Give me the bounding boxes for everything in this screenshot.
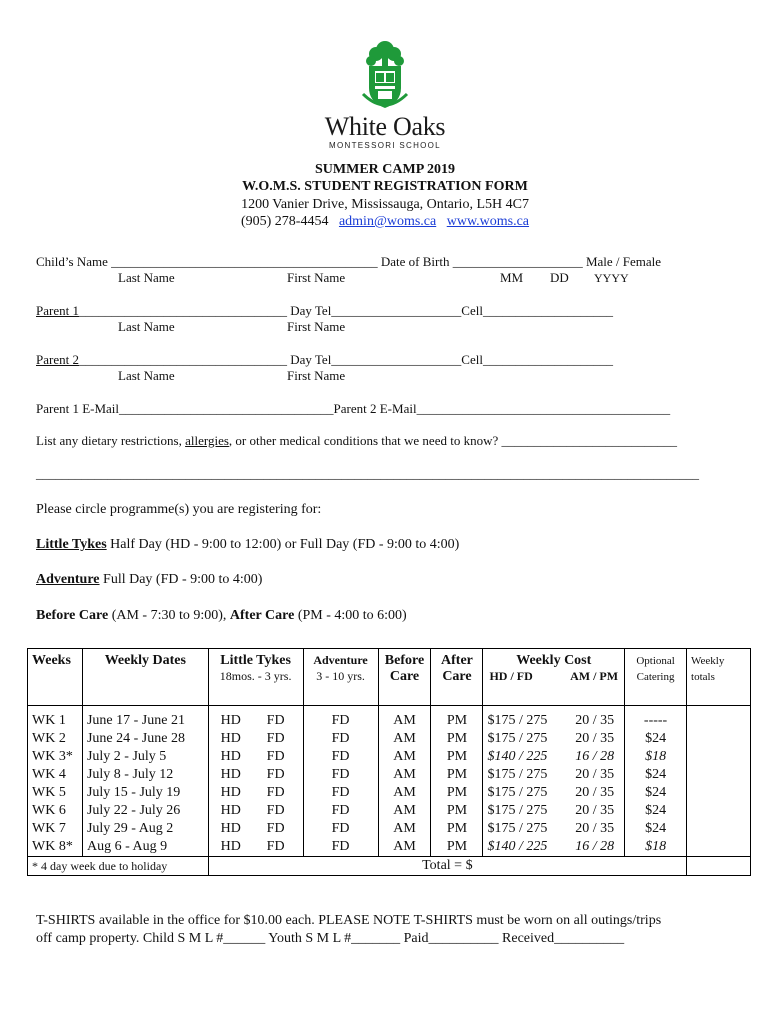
week-cell: WK 6 (28, 802, 83, 820)
table-footer-row (28, 857, 751, 876)
parent2-first-name-label: First Name (287, 368, 346, 383)
holiday-footnote: * 4 day week due to holiday (28, 857, 209, 876)
cost-hd-fd: $175 / 275 (487, 713, 548, 728)
school-crest-icon (345, 38, 425, 114)
tykes-cell[interactable] (208, 784, 303, 802)
tykes-hd: HD (220, 785, 241, 800)
before-care-cell[interactable]: AM (378, 766, 431, 784)
header-weekly-dates: Weekly Dates (82, 649, 208, 706)
dob-yyyy-label: YYYY (594, 271, 629, 285)
catering-cell[interactable]: ----- (625, 706, 687, 731)
programme-little-tykes (36, 537, 459, 553)
tykes-fd: FD (266, 821, 285, 836)
adventure-cell[interactable]: FD (303, 820, 378, 838)
catering-cell[interactable]: $18 (625, 838, 687, 857)
tykes-cell[interactable] (208, 730, 303, 748)
header-contact (0, 214, 770, 230)
dates-cell: July 15 - July 19 (82, 784, 208, 802)
weekly-total-cell[interactable] (687, 730, 751, 748)
adventure-cell[interactable]: FD (303, 730, 378, 748)
header-form-title: W.O.M.S. STUDENT REGISTRATION FORM (242, 179, 528, 194)
tykes-cell[interactable] (208, 802, 303, 820)
cost-am-pm: 20 / 35 (575, 767, 615, 782)
cost-am-pm: 20 / 35 (575, 821, 615, 836)
tykes-hd: HD (220, 839, 241, 854)
parent2-last-name-label: Last Name (118, 368, 175, 383)
parent1-first-name-label: First Name (287, 319, 346, 334)
table-row (28, 802, 751, 820)
cost-cell (483, 820, 625, 838)
table-row (28, 784, 751, 802)
tykes-cell[interactable] (208, 838, 303, 857)
tykes-hd: HD (220, 821, 241, 836)
cost-am-pm: 20 / 35 (575, 713, 615, 728)
weekly-total-cell[interactable] (687, 838, 751, 857)
before-care-cell[interactable]: AM (378, 838, 431, 857)
cost-am-pm: 20 / 35 (575, 785, 615, 800)
programme-adventure (36, 572, 262, 588)
header-little-tykes: Little Tykes 18mos. - 3 yrs. (208, 649, 303, 706)
child-name-line[interactable]: Child’s Name _________________________________________ Date of Birth ____________________ Male / Female (36, 254, 662, 269)
parent2-label: Parent 2 (36, 352, 79, 367)
week-cell: WK 8* (28, 838, 83, 857)
dietary-line[interactable] (36, 433, 677, 449)
schedule-table (27, 648, 751, 876)
weekly-total-cell[interactable] (687, 820, 751, 838)
after-care-cell[interactable]: PM (431, 838, 483, 857)
cost-hd-fd: $175 / 275 (487, 731, 548, 746)
dob-dd-label: DD (550, 270, 569, 285)
catering-cell[interactable]: $24 (625, 766, 687, 784)
adventure-title: Adventure (36, 572, 100, 587)
cost-cell (483, 802, 625, 820)
cost-hd-fd: $140 / 225 (487, 839, 548, 854)
tykes-cell[interactable] (208, 820, 303, 838)
after-care-title: After Care (229, 608, 295, 623)
programme-intro: Please circle programme(s) you are registering for: (36, 502, 322, 517)
header-after-care: After Care (431, 649, 483, 706)
after-care-cell[interactable]: PM (431, 784, 483, 802)
dietary-blank-line[interactable]: ______________________________________________________________________________________________________ (36, 466, 699, 481)
total-cell[interactable]: Total = $ (208, 857, 686, 876)
after-care-cell[interactable]: PM (431, 802, 483, 820)
tykes-fd: FD (266, 713, 285, 728)
catering-cell[interactable]: $18 (625, 748, 687, 766)
week-cell: WK 3* (28, 748, 83, 766)
child-first-name-label: First Name (287, 270, 346, 285)
week-cell: WK 7 (28, 820, 83, 838)
tykes-cell[interactable] (208, 748, 303, 766)
header-weekly-cost: Weekly Cost HD / FD AM / PM (483, 649, 625, 706)
tykes-fd: FD (266, 839, 285, 854)
catering-cell[interactable]: $24 (625, 802, 687, 820)
adventure-cell[interactable]: FD (303, 784, 378, 802)
weekly-total-cell[interactable] (687, 784, 751, 802)
email-fields-line[interactable]: Parent 1 E-Mail_________________________________Parent 2 E-Mail_______________________________________ (36, 401, 671, 416)
dob-mm-label: MM (500, 270, 524, 285)
before-care-cell[interactable]: AM (378, 784, 431, 802)
dates-cell: July 8 - July 12 (82, 766, 208, 784)
table-row (28, 766, 751, 784)
dates-cell: Aug 6 - Aug 9 (82, 838, 208, 857)
parent1-fields: ________________________________ Day Tel____________________Cell____________________ (78, 303, 613, 318)
dates-cell: June 17 - June 21 (82, 706, 208, 731)
tykes-hd: HD (220, 749, 241, 764)
dates-cell: June 24 - June 28 (82, 730, 208, 748)
week-cell: WK 5 (28, 784, 83, 802)
weekly-total-cell[interactable] (687, 802, 751, 820)
cost-hd-fd: $175 / 275 (487, 767, 548, 782)
after-care-cell[interactable]: PM (431, 748, 483, 766)
after-care-cell[interactable]: PM (431, 706, 483, 731)
table-row (28, 748, 751, 766)
cost-hd-fd: $175 / 275 (487, 785, 548, 800)
dates-cell: July 22 - July 26 (82, 802, 208, 820)
header-phone: (905) 278-4454 (240, 214, 329, 229)
email-link[interactable]: admin@woms.ca (338, 214, 437, 229)
programme-care (36, 608, 407, 624)
catering-cell[interactable]: $24 (625, 820, 687, 838)
after-care-cell[interactable]: PM (431, 766, 483, 784)
header-weeks: Weeks (28, 649, 83, 706)
website-link[interactable]: www.woms.ca (446, 214, 530, 229)
header-adventure: Adventure 3 - 10 yrs. (303, 649, 378, 706)
after-care-desc: (PM - 4:00 to 6:00) (294, 608, 407, 623)
table-row (28, 838, 751, 857)
cost-cell (483, 748, 625, 766)
week-cell: WK 4 (28, 766, 83, 784)
before-care-cell[interactable]: AM (378, 820, 431, 838)
little-tykes-desc: Half Day (HD - 9:00 to 12:00) or Full Day (FD - 9:00 to 4:00) (106, 537, 460, 552)
parent1-label: Parent 1 (36, 303, 79, 318)
before-care-cell[interactable]: AM (378, 730, 431, 748)
cost-hd-fd: $175 / 275 (487, 803, 548, 818)
dietary-allergies: allergies (185, 433, 229, 448)
cost-am-pm: 16 / 28 (575, 839, 615, 854)
table-row (28, 730, 751, 748)
tykes-fd: FD (266, 731, 285, 746)
dietary-text-pre: List any dietary restrictions, (36, 433, 186, 448)
cost-cell (483, 766, 625, 784)
dietary-text-post: , or other medical conditions that we need to know? ___________________________ (228, 433, 677, 448)
tykes-hd: HD (220, 713, 241, 728)
cost-cell (483, 706, 625, 731)
adventure-cell[interactable]: FD (303, 802, 378, 820)
cost-cell (483, 838, 625, 857)
adventure-desc: Full Day (FD - 9:00 to 4:00) (99, 572, 263, 587)
dates-cell: July 2 - July 5 (82, 748, 208, 766)
parent1-line[interactable] (36, 303, 613, 319)
header-title: SUMMER CAMP 2019 (315, 162, 455, 177)
tykes-hd: HD (220, 731, 241, 746)
cost-am-pm: 20 / 35 (575, 731, 615, 746)
before-care-cell[interactable]: AM (378, 706, 431, 731)
tshirt-order-line[interactable]: off camp property. Child S M L #______ Youth S M L #_______ Paid__________ Received__________ (36, 931, 625, 946)
parent2-fields: ________________________________ Day Tel____________________Cell____________________ (78, 352, 613, 367)
tykes-cell[interactable] (208, 766, 303, 784)
tykes-fd: FD (266, 785, 285, 800)
table-row (28, 820, 751, 838)
after-care-cell[interactable]: PM (431, 730, 483, 748)
tykes-hd: HD (220, 803, 241, 818)
cost-am-pm: 20 / 35 (575, 803, 615, 818)
little-tykes-title: Little Tykes (36, 537, 107, 552)
before-care-cell[interactable]: AM (378, 748, 431, 766)
tshirt-note-line1: T-SHIRTS available in the office for $10.00 each. PLEASE NOTE T-SHIRTS must be worn on all outings/trips (36, 913, 662, 928)
table-header-row (28, 649, 751, 706)
adventure-cell[interactable]: FD (303, 838, 378, 857)
cost-cell (483, 730, 625, 748)
after-care-cell[interactable]: PM (431, 820, 483, 838)
header-before-care: Before Care (378, 649, 431, 706)
before-care-desc: (AM - 7:30 to 9:00), (108, 608, 230, 623)
before-care-cell[interactable]: AM (378, 802, 431, 820)
adventure-cell[interactable]: FD (303, 748, 378, 766)
header-weekly-totals: Weekly totals (687, 649, 751, 706)
tykes-fd: FD (266, 749, 285, 764)
weekly-total-cell[interactable] (687, 748, 751, 766)
tykes-fd: FD (266, 803, 285, 818)
catering-cell[interactable]: $24 (625, 730, 687, 748)
cost-hd-fd: $175 / 275 (487, 821, 548, 836)
cost-hd-fd: $140 / 225 (487, 749, 548, 764)
parent1-last-name-label: Last Name (118, 319, 175, 334)
school-subtitle: MONTESSORI SCHOOL (329, 141, 441, 150)
header-catering: Optional Catering (625, 649, 687, 706)
week-cell: WK 2 (28, 730, 83, 748)
tykes-fd: FD (266, 767, 285, 782)
catering-cell[interactable]: $24 (625, 784, 687, 802)
header-address: 1200 Vanier Drive, Mississauga, Ontario, L5H 4C7 (241, 197, 529, 212)
cost-am-pm: 16 / 28 (575, 749, 615, 764)
tykes-hd: HD (220, 767, 241, 782)
tykes-cell[interactable] (208, 706, 303, 731)
adventure-cell[interactable]: FD (303, 766, 378, 784)
table-row (28, 706, 751, 731)
week-cell: WK 1 (28, 706, 83, 731)
child-last-name-label: Last Name (118, 270, 175, 285)
before-care-title: Before Care (36, 608, 109, 623)
school-name: White Oaks (324, 112, 446, 141)
grand-total-cell[interactable] (687, 857, 751, 876)
weekly-total-cell[interactable] (687, 706, 751, 731)
weekly-total-cell[interactable] (687, 766, 751, 784)
cost-cell (483, 784, 625, 802)
dates-cell: July 29 - Aug 2 (82, 820, 208, 838)
adventure-cell[interactable]: FD (303, 706, 378, 731)
parent2-line[interactable] (36, 352, 613, 368)
